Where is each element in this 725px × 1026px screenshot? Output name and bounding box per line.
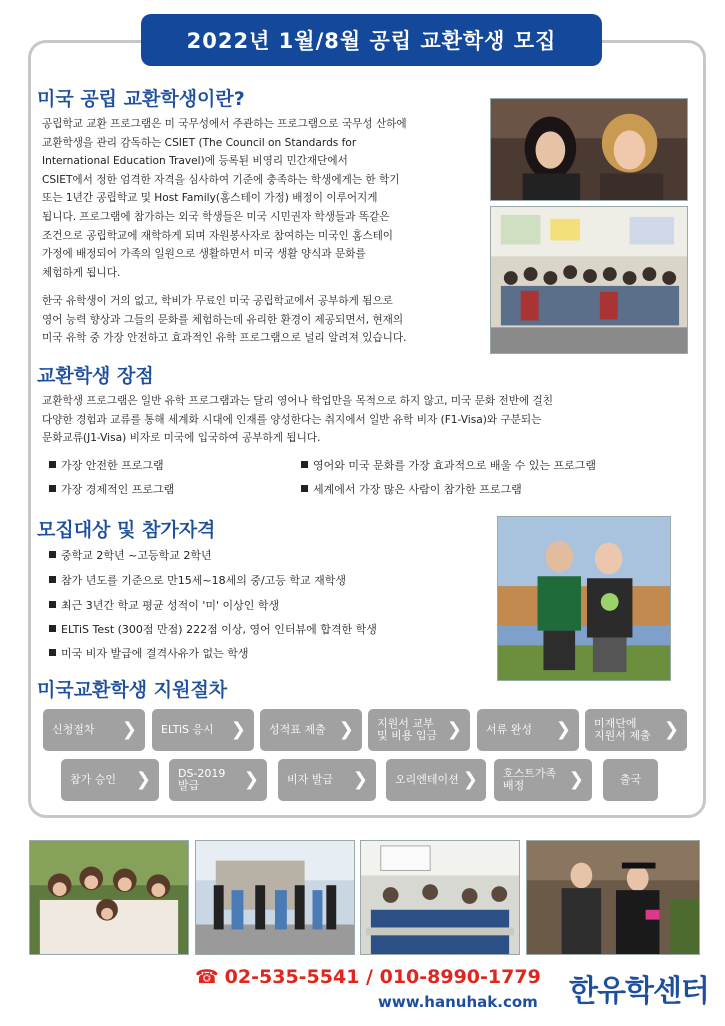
benefit-item: 세계에서 가장 많은 사람이 참가한 프로그램 (301, 481, 522, 497)
photo-two-women (490, 98, 688, 201)
chevron-right-icon: ❯ (568, 769, 584, 790)
website-url[interactable]: www.hanuhak.com (378, 993, 538, 1011)
procedure-step (260, 709, 362, 751)
procedure-step-label (70, 774, 116, 786)
chevron-right-icon: ❯ (338, 719, 354, 740)
procedure-step (43, 709, 145, 751)
phone-number: 02-535-5541 / 010-8990-1779 (224, 966, 541, 988)
title-banner: 2022년 1월/8월 공립 교환학생 모집 (141, 14, 602, 66)
contact-phone (195, 966, 541, 988)
procedure-step (603, 759, 658, 801)
chevron-right-icon: ❯ (555, 719, 571, 740)
paragraph-line: CSIET에서 정한 엄격한 자격을 심사하여 기준에 충족하는 학생에게는 한 학기 (42, 173, 400, 186)
chevron-right-icon: ❯ (462, 769, 478, 790)
eligibility-item: ELTiS Test (300점 만점) 222점 이상, 영어 인터뷰에 합격한 학생 (49, 621, 377, 637)
brand-logo: 한유학센터 (569, 974, 709, 1009)
photo-prom-group (195, 840, 355, 955)
step-label-line: 호스트가족 (503, 767, 557, 780)
paragraph-line: 다양한 경험과 교류를 통해 세계화 시대에 인재를 양성한다는 취지에서 일반 유학 비자 (F1-Visa)와 구분되는 (42, 413, 542, 426)
procedure-step-label (178, 768, 225, 792)
paragraph-line: 영어 능력 향상과 그들의 문화를 체험하는데 유리한 환경이 제공되면서, 현재의 (42, 313, 404, 326)
section-heading-procedure: 미국교환학생 지원절차 (37, 679, 228, 701)
paragraph-line: 교환학생 프로그램은 일반 유학 프로그램과는 달리 영어나 학업만을 목적으로 하지 않고, 미국 문화 전반에 걸친 (42, 395, 554, 407)
paragraph-line: 교환학생을 관리 감독하는 CSIET (The Council on Standards for (42, 136, 357, 149)
eligibility-item: 중학교 2학년 ~고등학교 2학년 (49, 547, 212, 563)
paragraph-line: 문화교류(J1-Visa) 비자로 미국에 입국하여 공부하게 됩니다. (42, 432, 321, 445)
paragraph-line: International Education Travel)에 등록된 비영리 민간재단에서 (42, 155, 348, 168)
intro-paragraph-2 (42, 292, 492, 348)
step-label-line: 신청절차 (52, 723, 95, 736)
paragraph-line: 공립학교 교환 프로그램은 미 국무성에서 주관하는 프로그램으로 국무성 산하에 (42, 118, 407, 130)
paragraph-line: 조건으로 공립학교에 재학하게 되며 자원봉사자로 참여하는 미국인 홈스테이 (42, 229, 394, 242)
eligibility-item: 미국 비자 발급에 결격사유가 없는 학생 (49, 645, 249, 661)
paragraph-line: 한국 유학생이 거의 없고, 학비가 무료인 미국 공립학교에서 공부하게 됨으로 (42, 295, 393, 307)
step-label-line: 비자 발급 (287, 773, 334, 786)
procedure-step-label (52, 724, 95, 736)
step-label-line: 서류 완성 (486, 723, 533, 736)
step-label-line: 배정 (503, 779, 525, 792)
procedure-step (152, 709, 254, 751)
step-label-line: 지원서 제출 (594, 729, 651, 742)
step-label-line: 오리엔테이션 (395, 773, 459, 786)
benefits-paragraph (42, 392, 692, 448)
procedure-step (477, 709, 579, 751)
procedure-step-label (486, 724, 532, 736)
section-heading-what-is: 미국 공립 교환학생이란? (37, 88, 245, 110)
chevron-right-icon: ❯ (230, 719, 246, 740)
procedure-step-label (620, 774, 641, 786)
step-label-line: 출국 (619, 773, 642, 786)
procedure-step-label (269, 724, 326, 736)
paragraph-line: 미국 유학 중 가장 안전하고 효과적인 유학 프로그램으로 널리 알려져 있습니다. (42, 332, 407, 345)
chevron-right-icon: ❯ (663, 719, 679, 740)
procedure-step-label (161, 724, 214, 736)
procedure-step (386, 759, 486, 801)
paragraph-line: 체험하게 됩니다. (42, 266, 121, 279)
chevron-right-icon: ❯ (243, 769, 259, 790)
step-label-line: ELTiS 응시 (161, 723, 214, 736)
section-heading-benefits: 교환학생 장점 (37, 365, 154, 387)
step-label-line: DS-2019 (178, 767, 226, 780)
benefit-item: 가장 안전한 프로그램 (49, 457, 164, 473)
intro-paragraph (42, 115, 492, 282)
photo-graduation (526, 840, 700, 955)
procedure-step (169, 759, 267, 801)
eligibility-item: 최근 3년간 학교 평균 성적이 '미' 이상인 학생 (49, 597, 279, 613)
procedure-step (61, 759, 159, 801)
photo-classroom-students (360, 840, 520, 955)
photo-two-boys (497, 516, 671, 681)
procedure-step-label (594, 718, 651, 742)
procedure-step (494, 759, 592, 801)
chevron-right-icon: ❯ (352, 769, 368, 790)
step-label-line: 지원서 교부 (377, 717, 434, 730)
chevron-right-icon: ❯ (135, 769, 151, 790)
chevron-right-icon: ❯ (446, 719, 462, 740)
phone-icon: ☎ (195, 966, 219, 988)
procedure-step (368, 709, 470, 751)
procedure-step (278, 759, 376, 801)
procedure-step-label (377, 718, 437, 742)
step-label-line: 발급 (178, 779, 200, 792)
procedure-step-label (395, 774, 459, 786)
step-label-line: 성적표 제출 (269, 723, 326, 736)
benefit-item: 영어와 미국 문화를 가장 효과적으로 배울 수 있는 프로그램 (301, 457, 596, 473)
step-label-line: 참가 승인 (70, 773, 117, 786)
step-label-line: 미재단에 (594, 717, 637, 730)
procedure-step-label (503, 768, 556, 792)
procedure-step (585, 709, 687, 751)
step-label-line: 및 비용 입금 (377, 729, 438, 742)
paragraph-line: 가정에 배정되어 가족의 일원으로 생활하면서 미국 생활 양식과 문화를 (42, 248, 366, 261)
chevron-right-icon: ❯ (121, 719, 137, 740)
benefit-item: 가장 경제적인 프로그램 (49, 481, 174, 497)
photo-girls-group (29, 840, 189, 955)
section-heading-eligibility: 모집대상 및 참가자격 (37, 519, 216, 541)
procedure-step-label (287, 774, 333, 786)
paragraph-line: 또는 1년간 공립학교 및 Host Family(홈스테이 가정) 배정이 이루어지게 (42, 192, 378, 205)
photo-classroom-group (490, 206, 688, 354)
eligibility-item: 참가 년도를 기준으로 만15세~18세의 중/고등 학교 재학생 (49, 572, 346, 588)
paragraph-line: 됩니다. 프로그램에 참가하는 외국 학생들은 미국 시민권자 학생들과 똑같은 (42, 210, 390, 223)
